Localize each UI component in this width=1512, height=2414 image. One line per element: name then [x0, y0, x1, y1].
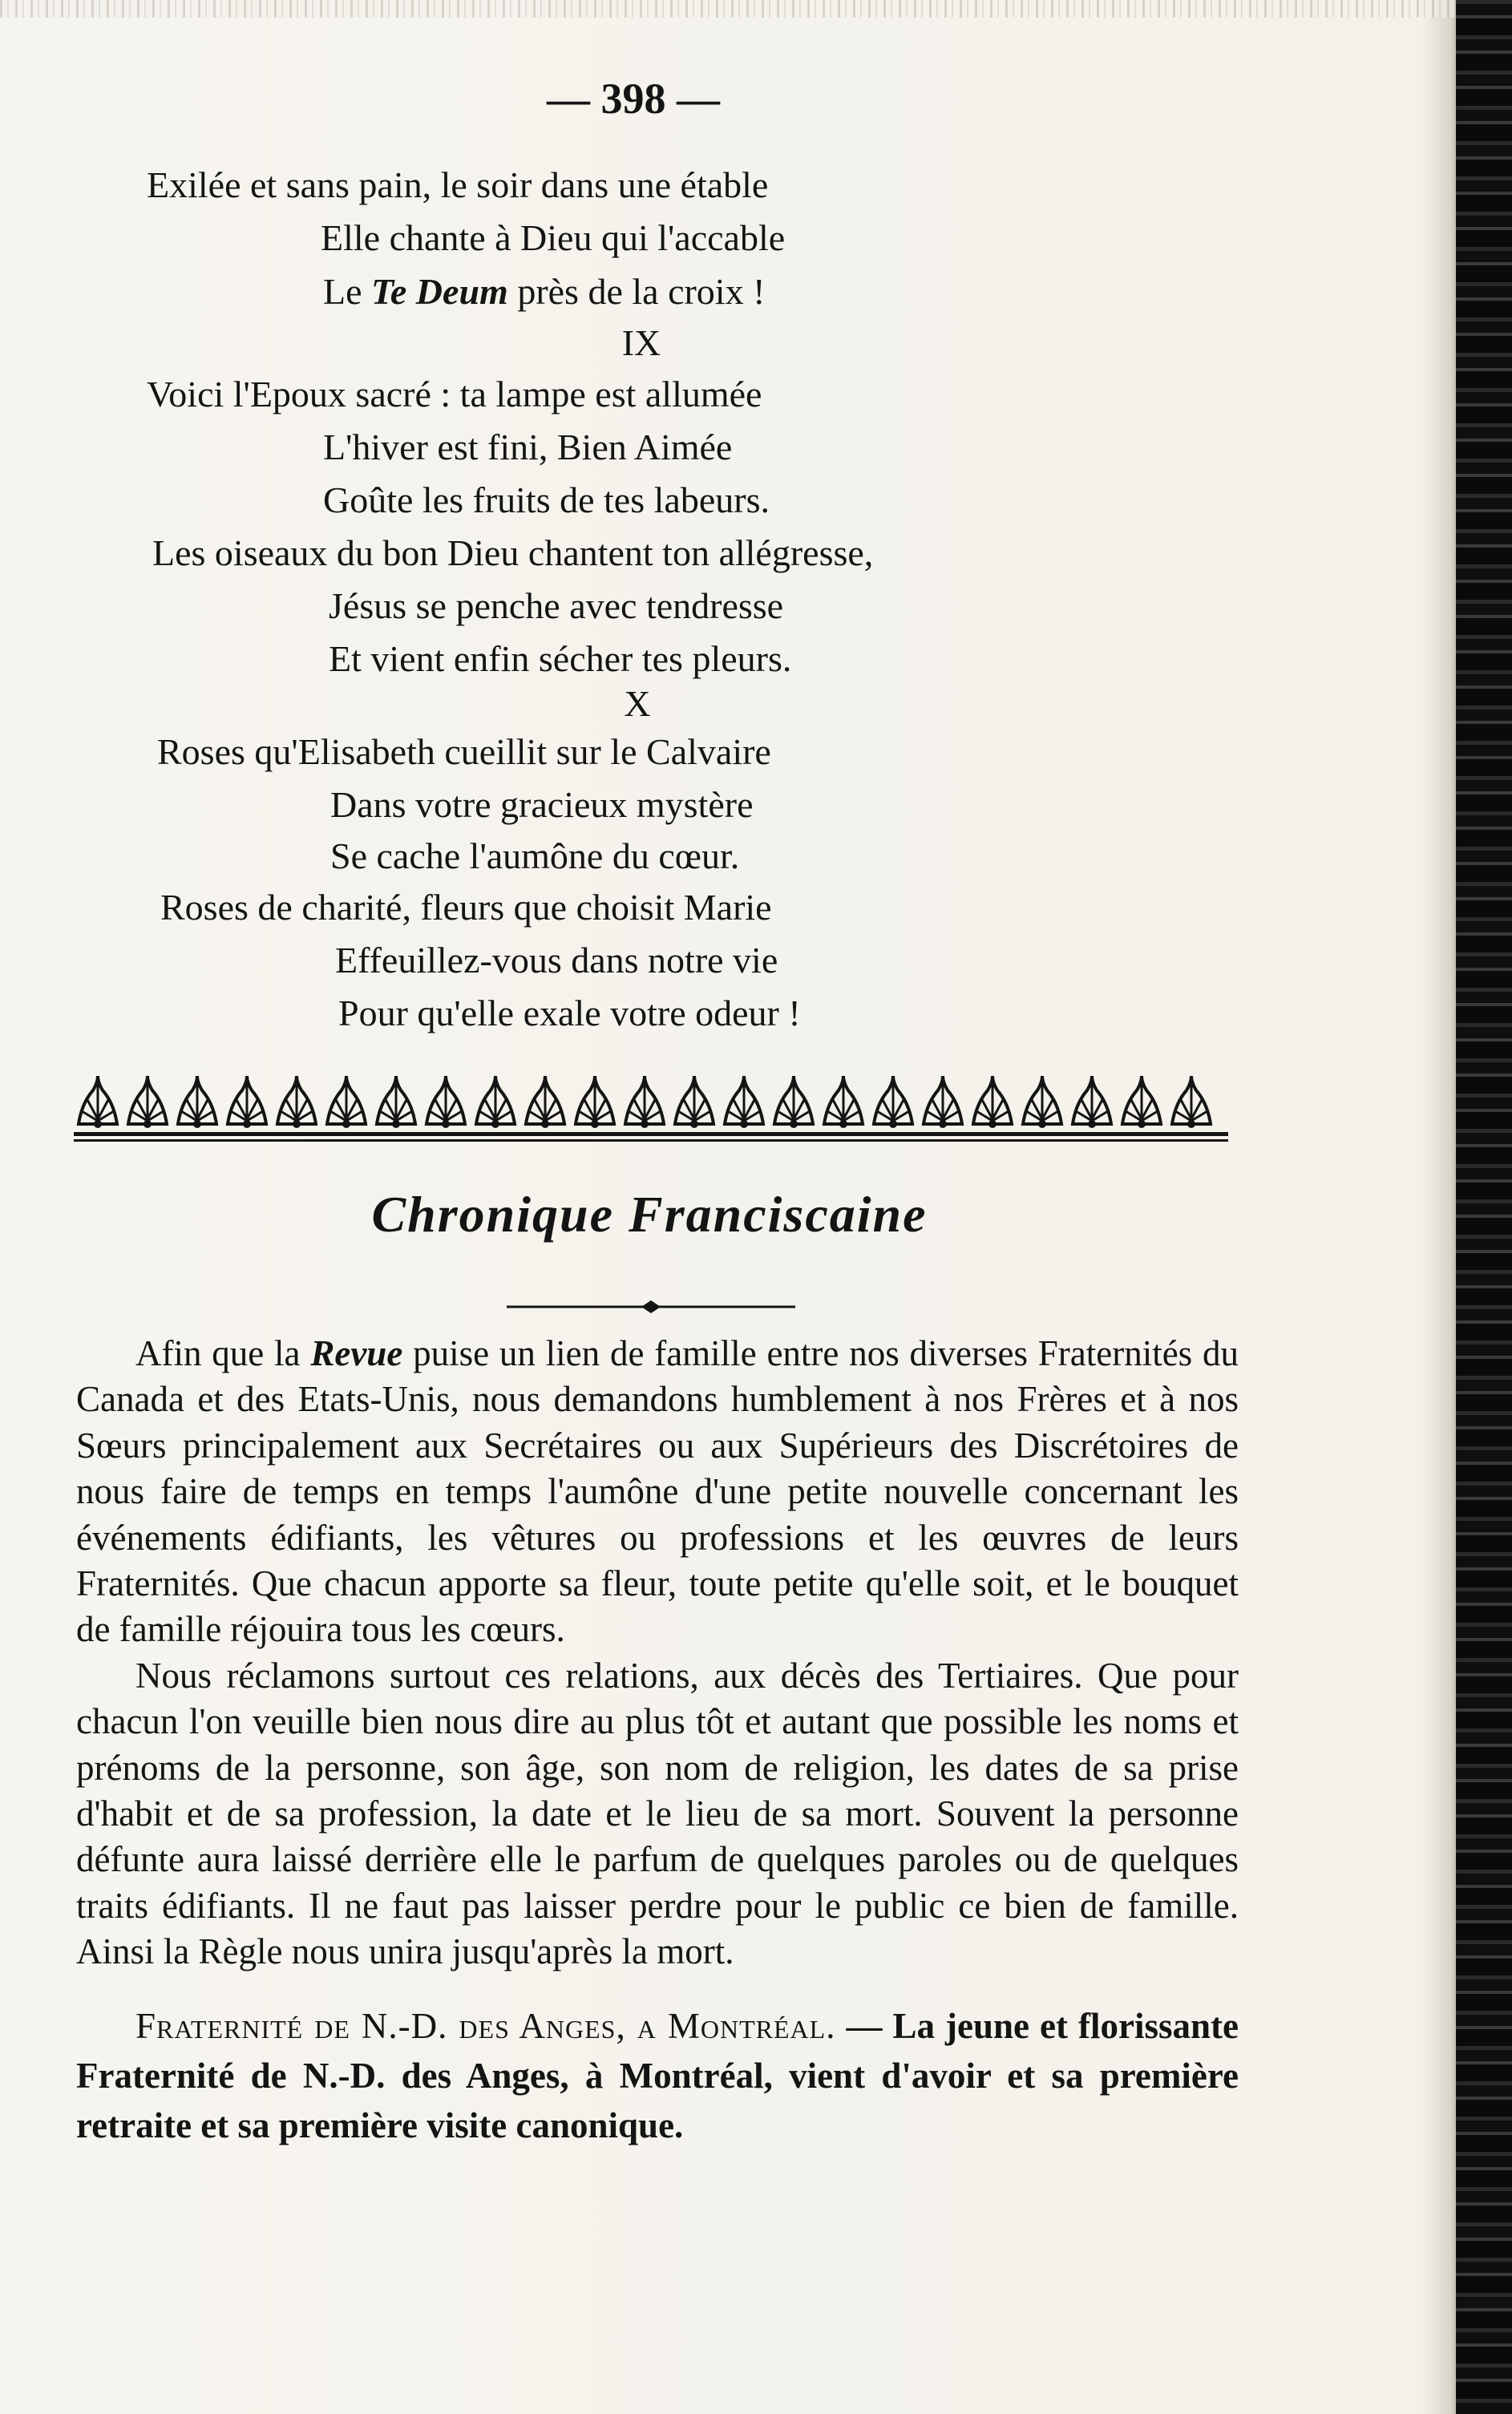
chronicle-paragraph: Nous réclamons surtout ces relations, aux décès des Tertiaires. Que pour chacun l'on veuille bien nous dire au plus tôt et autant que possible les noms et prénoms de la personne, son âge, son nom de religion, les dates de sa prise d'habit et de sa profession, la date et le lieu de sa mort. Souvent la personne défunte aura laissé derrière elle le parfum de quelques paroles ou de quelques traits édifiants. Il ne faut pas laisser perdre pour le public ce bien de famille. Ainsi la Règle nous unira jusqu'après la mort.: [76, 1655, 1239, 1972]
poem-line: Les oiseaux du bon Dieu chantent ton allégresse,: [152, 532, 874, 573]
poem-line: Exilée et sans pain, le soir dans une étable: [147, 164, 769, 205]
poem-line: Voici l'Epoux sacré : ta lampe est allumée: [147, 374, 762, 414]
book-spine-shadow: [1456, 0, 1512, 2414]
fraternity-heading: Fraternité de N.-D. des Anges, a Montréal.: [135, 2005, 836, 2046]
poem-line: Pour qu'elle exale votre odeur !: [338, 993, 801, 1033]
revue-italic: Revue: [310, 1333, 403, 1373]
te-deum-after: près de la croix !: [507, 271, 766, 312]
p1-before: Afin que la: [135, 1333, 311, 1373]
poem-line: Dans votre gracieux mystère: [330, 784, 754, 825]
poem-line: Roses qu'Elisabeth cueillit sur le Calvaire: [157, 731, 771, 772]
scan-edge-noise: [0, 0, 1512, 18]
poem-line: Jésus se penche avec tendresse: [329, 585, 784, 626]
poem-line-te-deum: [323, 271, 765, 313]
section-title: Chronique Franciscaine: [371, 1186, 928, 1243]
fraternity-news: [76, 2001, 1239, 2150]
poem-line: Effeuillez-vous dans notre vie: [335, 940, 778, 981]
te-deum-italic: Te Deum: [371, 271, 508, 312]
stanza-numeral: X: [624, 683, 651, 724]
chronicle-text: [76, 1331, 1239, 2150]
poem-line: Goûte les fruits de tes labeurs.: [323, 479, 770, 520]
title-divider: [507, 1297, 795, 1316]
palmette-border-ornament: [74, 1065, 1228, 1148]
poem-line: Elle chante à Dieu qui l'accable: [321, 217, 786, 258]
poem-line: L'hiver est fini, Bien Aimée: [323, 427, 733, 467]
poem-line: Se cache l'aumône du cœur.: [330, 835, 740, 876]
chronicle-paragraph: [76, 1331, 1239, 1653]
poem-line: Et vient enfin sécher tes pleurs.: [329, 638, 792, 679]
stanza-numeral: IX: [621, 322, 661, 363]
poem-line: Roses de charité, fleurs que choisit Marie: [160, 887, 772, 928]
p1-after: puise un lien de famille entre nos diverses Fraternités du Canada et des Etats-Unis, nous demandons humblement à nos Frères et à nos Sœurs principalement aux Secrétaires ou aux Supérieurs des Discrétoires de nous faire de temps en temps l'aumône d'une petite nouvelle concernant les événements édifiants, les vêtures ou professions et les œuvres de leurs Fraternités. Que chacun apporte sa fleur, toute petite qu'elle soit, et le bouquet de famille réjouira tous les cœurs.: [76, 1333, 1239, 1650]
page-number: — 398 —: [547, 75, 720, 123]
te-deum-before: Le: [323, 271, 372, 312]
fraternity-text: — La jeune et florissante Fraternité de N.-D. des Anges, à Montréal, vient d'avoir et sa première retraite et sa première visite canonique.: [76, 2005, 1239, 2145]
